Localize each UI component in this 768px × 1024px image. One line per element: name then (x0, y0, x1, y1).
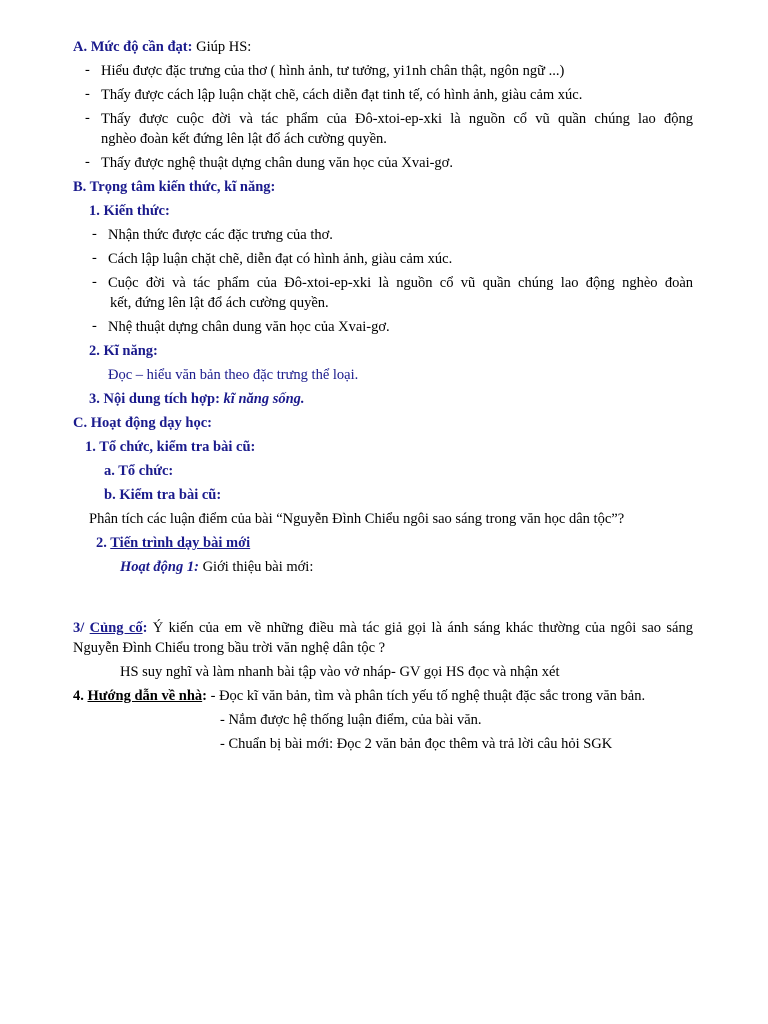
bullet-dash: - (92, 250, 97, 266)
bullet-dash: - (92, 274, 97, 290)
knowledge-item: Cách lập luận chặt chẽ, diễn đạt có hình ảnh, giàu cảm xúc. (108, 251, 453, 267)
new-lesson-number: 2. (96, 535, 111, 551)
consolidation-text: Ý kiến của em về những điều mà tác giả gọi là ánh sáng khác thường của ngôi sao sáng (147, 620, 693, 636)
section-b-heading: B. Trọng tâm kiến thức, kĩ năng: (73, 179, 276, 195)
activity-line (120, 558, 313, 576)
homework-item: - Nắm được hệ thống luận điểm, của bài văn. (220, 712, 482, 728)
check-old-lesson-heading: b. Kiểm tra bài cũ: (104, 487, 222, 503)
section-a-item: Thấy được nghệ thuật dựng chân dung văn học của Xvai-gơ. (101, 155, 453, 171)
consolidation-label: Củng cố (89, 620, 143, 636)
bullet-dash: - (85, 62, 90, 78)
section-c-heading: C. Hoạt động dạy học: (73, 415, 212, 431)
bullet-dash: - (92, 318, 97, 334)
knowledge-heading: 1. Kiến thức: (89, 203, 170, 219)
check-question: Phân tích các luận điểm của bài “Nguyễn Đình Chiểu ngôi sao sáng trong văn học dân tộc”? (89, 511, 625, 527)
section-a-heading: A. Mức độ cần đạt: (73, 39, 193, 55)
knowledge-item: Cuộc đời và tác phẩm của Đô-xtoi-ep-xki là nguồn cổ vũ quần chúng lao động nghèo đoàn (108, 275, 693, 291)
homework-line (73, 687, 645, 705)
section-a-item: Thấy được cuộc đời và tác phẩm của Đô-xtoi-ep-xki là nguồn cổ vũ quần chúng lao động (101, 111, 693, 127)
organize-check-heading: 1. Tổ chức, kiểm tra bài cũ: (85, 439, 256, 455)
consolidation-number: 3/ (73, 620, 90, 636)
consolidation-line (73, 619, 693, 637)
section-a-line (73, 38, 251, 56)
organize-heading: a. Tổ chức: (104, 463, 174, 479)
consolidation-text-cont: Nguyễn Đình Chiểu trong bầu trời văn nghệ dân tộc ? (73, 640, 386, 656)
section-a-item: Hiểu được đặc trưng của thơ ( hình ảnh, tư tưởng, yi1nh chân thật, ngôn ngữ ...) (101, 63, 565, 79)
activity-text: Giới thiệu bài mới: (198, 559, 314, 575)
consolidation-task: HS suy nghĩ và làm nhanh bài tập vào vở nháp- GV gọi HS đọc và nhận xét (120, 664, 560, 680)
bullet-dash: - (85, 154, 90, 170)
section-a-item: Thấy được cách lập luận chặt chẽ, cách diễn đạt tinh tế, có hình ảnh, giàu cảm xúc. (101, 87, 583, 103)
new-lesson-line (96, 534, 250, 552)
homework-number: 4. (73, 688, 88, 704)
integration-line (89, 390, 305, 408)
new-lesson-heading: Tiến trình dạy bài mới (110, 535, 251, 551)
section-a-intro: Giúp HS: (192, 39, 252, 55)
knowledge-item: Nhệ thuật dựng chân dung văn học của Xvai-gơ. (108, 319, 390, 335)
homework-colon: : (202, 688, 207, 704)
bullet-dash: - (85, 110, 90, 126)
integration-value: kĩ năng sống. (219, 391, 305, 407)
section-a-item-cont: nghèo đoàn kết đứng lên lật đổ ách cường quyền. (101, 131, 387, 147)
skills-heading: 2. Kĩ năng: (89, 343, 158, 359)
knowledge-item: Nhận thức được các đặc trưng của thơ. (108, 227, 333, 243)
homework-item: - Chuẩn bị bài mới: Đọc 2 văn bản đọc thêm và trả lời câu hỏi SGK (220, 736, 613, 752)
homework-label: Hướng dẫn về nhà (87, 688, 203, 704)
consolidation-colon: : (142, 620, 148, 636)
integration-heading: 3. Nội dung tích hợp: (89, 391, 220, 407)
knowledge-item-cont: kết, đứng lên lật đổ ách cường quyền. (110, 295, 329, 311)
homework-item: - Đọc kĩ văn bản, tìm và phân tích yếu tố nghệ thuật đặc sắc trong văn bản. (206, 688, 646, 704)
activity-label: Hoạt động 1: (120, 559, 199, 575)
bullet-dash: - (85, 86, 90, 102)
bullet-dash: - (92, 226, 97, 242)
skills-text: Đọc – hiểu văn bản theo đặc trưng thể loại. (108, 367, 359, 383)
